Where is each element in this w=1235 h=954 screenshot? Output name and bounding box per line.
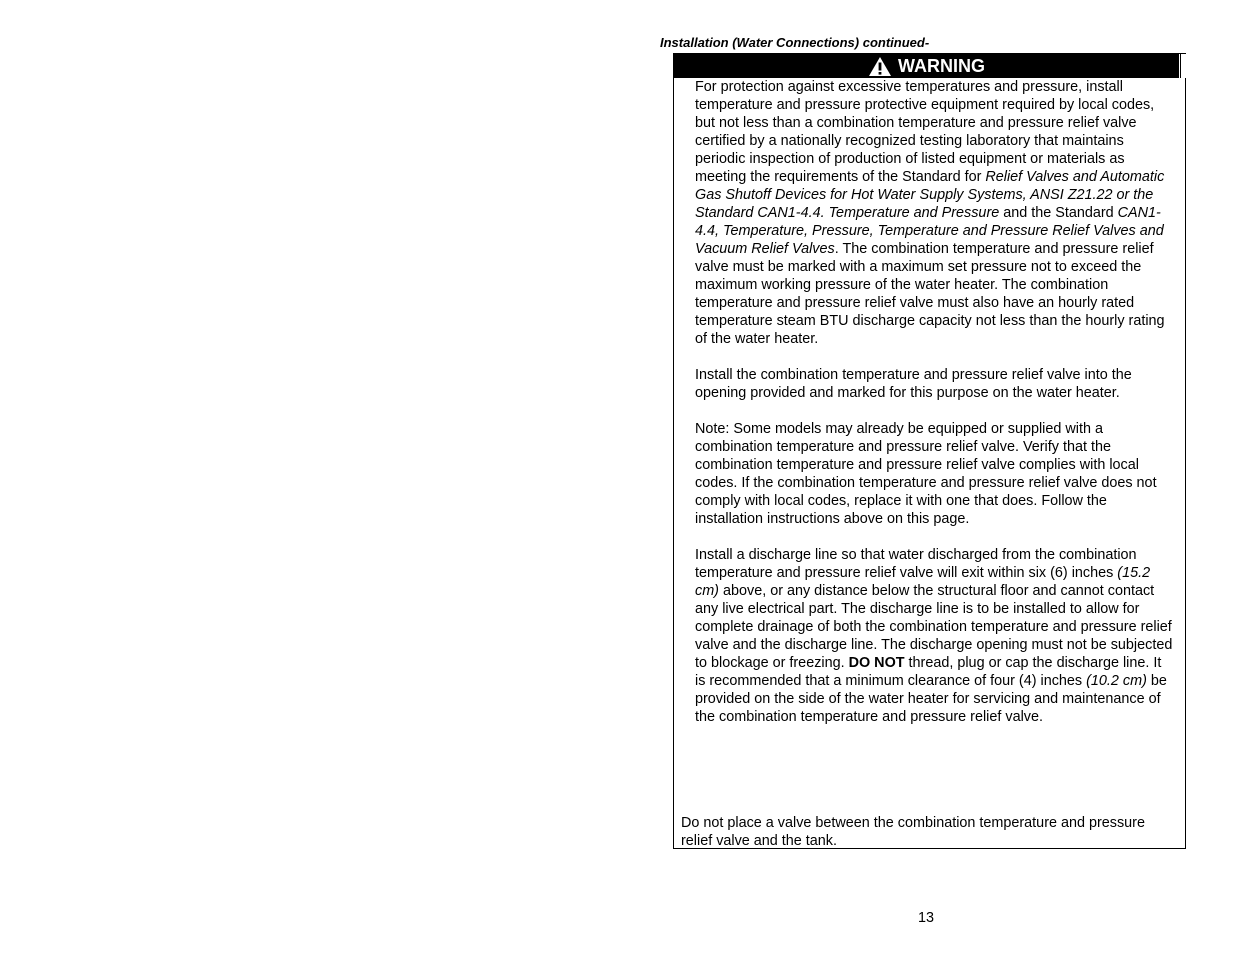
page-number: 13 xyxy=(918,910,935,926)
text-run: . The combination temperature and pressure relief valve must be marked with a maximum set pressure not to exceed the maximum working pressure of the water heater. The combination temperature and pressure relief valve must also have an hourly rated temperature steam BTU discharge capacity not less than the hourly rating of the water heater. xyxy=(695,241,1165,347)
text-run-italic: (15.2 cm) xyxy=(695,565,1151,599)
warning-header xyxy=(674,54,1179,78)
text-run-italic: (10.2 cm) xyxy=(1086,673,1147,689)
section-heading: Installation (Water Connections) continued- xyxy=(660,35,930,50)
text-run-bold: DO NOT xyxy=(848,655,905,671)
warning-box xyxy=(673,53,1186,849)
text-run-italic: CAN1-4.4, Temperature, Pressure, Temperature and Pressure Relief Valves and Vacuum Relief Valves xyxy=(695,205,1164,257)
warning-triangle-icon xyxy=(868,56,892,77)
warning-body xyxy=(695,78,1175,726)
text-run: above, or any distance below the structural floor and cannot contact any live electrical part. The discharge line is to be installed to allow for complete drainage of both the combination temperature and pressure relief valve and the discharge line. The discharge opening must not be subjected to blockage or freezing. xyxy=(695,583,1173,671)
warning-paragraph-valve: Do not place a valve between the combination temperature and pressure relief valve and the tank. xyxy=(681,815,1145,849)
text-run: and the Standard xyxy=(999,205,1118,221)
warning-paragraph-note: Note: Some models may already be equipped or supplied with a combination temperature and pressure relief valve. Verify that the combination temperature and pressure relief valve complies with local codes. If the combination temperature and pressure relief valve does not comply with local codes, replace it with one that does. Follow the installation instructions above on this page. xyxy=(695,421,1157,527)
warning-paragraph-install: Install the combination temperature and pressure relief valve into the opening provided and marked for this purpose on the water heater. xyxy=(695,367,1132,401)
text-run: be provided on the side of the water heater for servicing and maintenance of the combination temperature and pressure relief valve. xyxy=(695,673,1167,725)
text-run: For protection against excessive temperatures and pressure, install temperature and pressure protective equipment required by local codes, but not less than a combination temperature and pressure relief valve certified by a nationally recognized testing laboratory that maintains periodic inspection of production of listed equipment or materials as meeting the requirements of the Standard for xyxy=(695,79,1155,185)
warning-title: WARNING xyxy=(898,55,985,76)
warning-paragraph-protection xyxy=(695,78,1175,348)
text-run: thread, plug or cap the discharge line. It is recommended that a minimum clearance of four (4) inches xyxy=(695,655,1162,689)
text-run-italic: Relief Valves and Automatic Gas Shutoff Devices for Hot Water Supply Systems, ANSI Z21.22 or the Standard CAN1-4.4. Temperature and Pressure xyxy=(695,169,1165,221)
warning-paragraph-discharge xyxy=(695,546,1175,726)
text-run: Install a discharge line so that water discharged from the combination temperature and pressure relief valve will exit within six (6) inches xyxy=(695,547,1137,581)
header-rule xyxy=(1180,54,1186,78)
